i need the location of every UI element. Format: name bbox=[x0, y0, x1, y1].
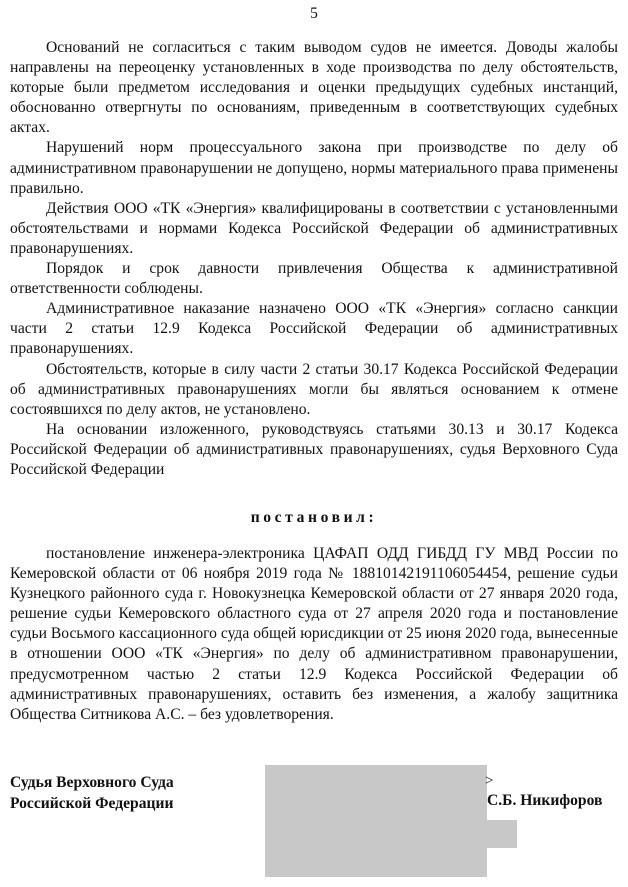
decision-paragraph: постановление инженера-электроника ЦАФАП ОДД ГИБДД ГУ МВД России по Кемеровской области от 06 ноября 2019 года № 18810142191106054454, решение судьи Кузнецкого районного суда г. Новокузнецка Кемеровской области от 27 января 2020 года, решение судьи Кемеровского областного суда от 27 апреля 2020 года и постановление судьи Восьмого кассационного суда общей юрисдикции от 25 июня 2020 года, вынесенные в отношении ООО «ТК «Энергия» по делу об административном правонарушении, предусмотренном частью 2 статьи 12.9 Кодекса Российской Федерации об административных правонарушениях, оставить без изменения, а жалобу защитника Общества Ситникова А.С. – без удовлетворения. bbox=[10, 545, 618, 723]
paragraph-6: Обстоятельств, которые в силу части 2 статьи 30.17 Кодекса Российской Федерации об административных правонарушениях могли бы являться основанием к отмене состоявшихся по делу актов, не установлено. bbox=[10, 360, 618, 418]
signer-name: С.Б. Никифоров bbox=[487, 792, 603, 809]
decision-section bbox=[10, 544, 618, 725]
paragraph-4: Порядок и срок давности привлечения Общества к административной ответственности соблюдены. bbox=[10, 260, 618, 298]
paragraph-1: Оснований не согласиться с таким выводом судов не имеется. Доводы жалобы направлены на переоценку установленных в ходе производства по делу обстоятельств, которые были предметом исследования и оценки предыдущих судебных инстанций, обоснованно отвергнуты по основаниям, приведенным в соответствующих судебных актах. bbox=[10, 39, 618, 137]
paragraph-5: Административное наказание назначено ООО «ТК «Энергия» согласно санкции части 2 статьи 12.9 Кодекса Российской Федерации об административных правонарушениях. bbox=[10, 300, 618, 358]
signature-mark: > bbox=[485, 773, 494, 789]
page-number: 5 bbox=[310, 5, 318, 22]
reasoning-section bbox=[10, 38, 618, 480]
signature-title bbox=[10, 772, 174, 814]
decree-heading: постановил: bbox=[250, 509, 378, 526]
signature-redaction bbox=[265, 765, 487, 877]
paragraph-7: На основании изложенного, руководствуясь статьями 30.13 и 30.17 Кодекса Российской Федерации об административных правонарушениях, судья Верховного Суда Российской Федерации bbox=[10, 420, 618, 478]
paragraph-2: Нарушений норм процессуального закона при производстве по делу об административном правонарушении не допущено, нормы материального права применены правильно. bbox=[10, 139, 618, 197]
signature-redaction-tab bbox=[487, 820, 517, 848]
signature-title-line-1: Судья Верховного Суда bbox=[10, 774, 174, 791]
signature-title-line-2: Российской Федерации bbox=[10, 795, 174, 812]
paragraph-3: Действия ООО «ТК «Энергия» квалифицированы в соответствии с установленными обстоятельствами и нормами Кодекса Российской Федерации об административных правонарушениях. bbox=[10, 199, 618, 257]
